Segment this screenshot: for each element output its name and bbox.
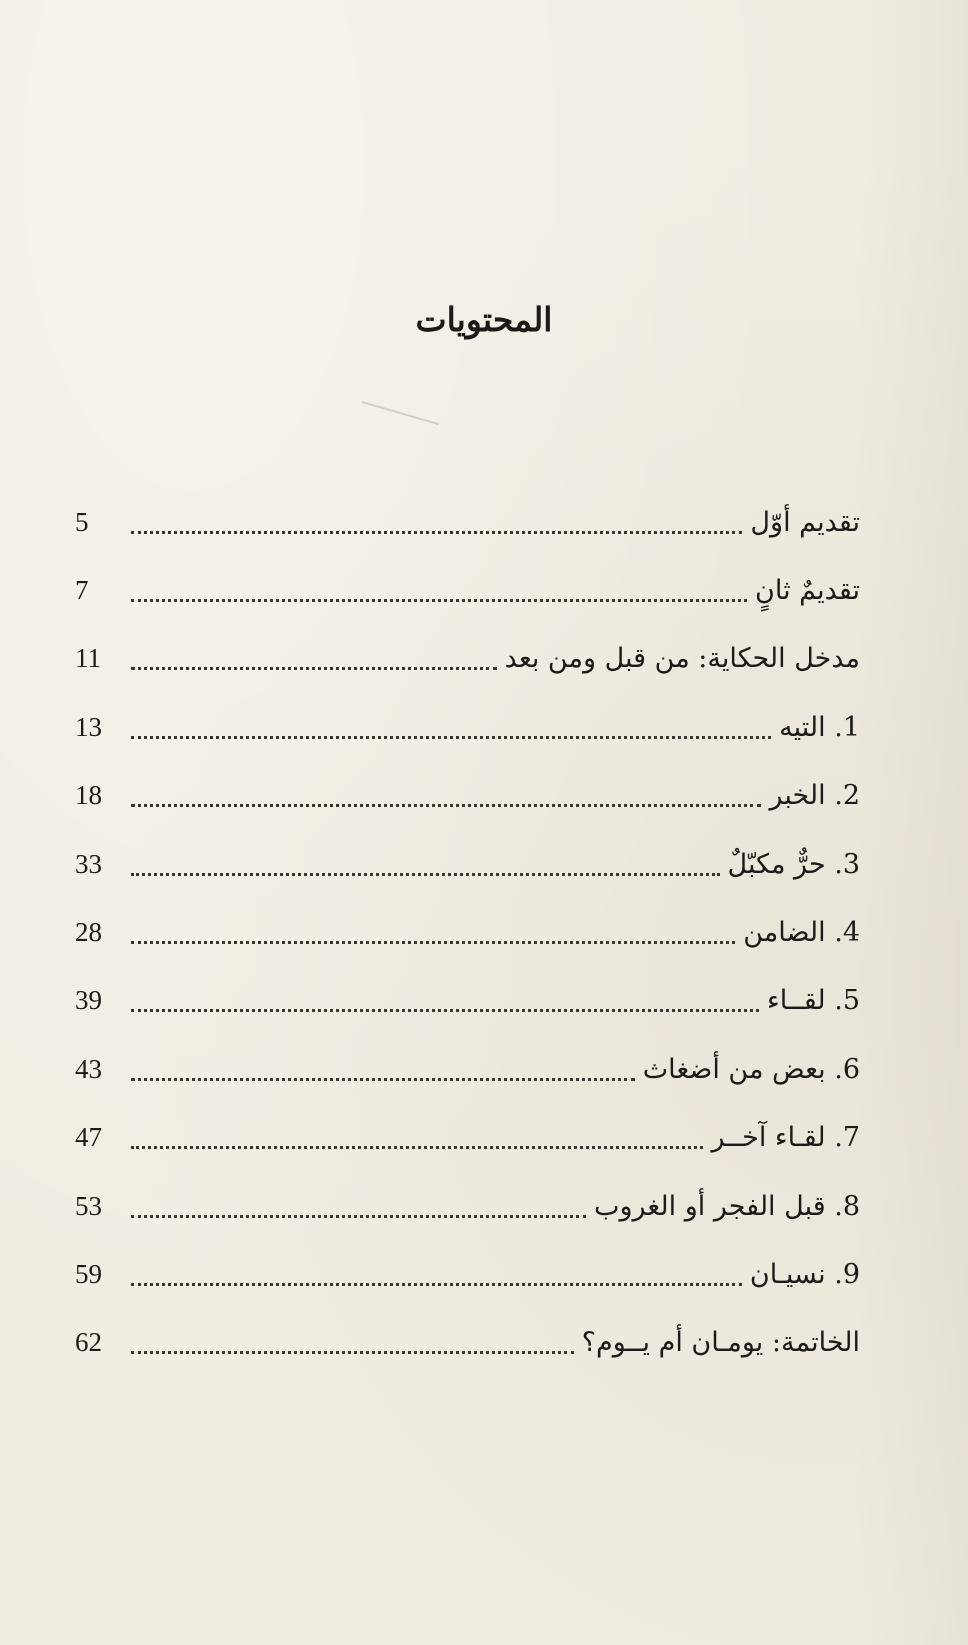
dot-leader bbox=[131, 873, 720, 876]
toc-entry bbox=[75, 830, 860, 898]
toc-entry-title: 5. لقــاء bbox=[767, 985, 860, 1017]
toc-entry-title: 9. نسيـان bbox=[749, 1258, 860, 1290]
toc-page-number: 11 bbox=[75, 643, 101, 674]
dot-leader bbox=[131, 1009, 759, 1012]
toc-entry-title: الخاتمة: يومـان أم يــوم؟ bbox=[581, 1327, 860, 1359]
toc-entry-title: 7. لقـاء آخــر bbox=[711, 1122, 860, 1154]
toc-page-number: 39 bbox=[75, 985, 102, 1016]
toc-entry-title: 8. قبل الفجر أو الغروب bbox=[594, 1190, 860, 1222]
toc-page-number: 33 bbox=[75, 848, 102, 879]
paper-smudge bbox=[361, 401, 438, 425]
toc-entry bbox=[75, 488, 860, 556]
table-of-contents bbox=[75, 488, 860, 1377]
toc-page-number: 62 bbox=[75, 1327, 102, 1358]
toc-page-number: 47 bbox=[75, 1122, 102, 1153]
toc-entry bbox=[75, 898, 860, 966]
toc-entry-title: 3. حرٌّ مكبّلٌ bbox=[727, 848, 860, 880]
dot-leader bbox=[131, 667, 497, 670]
page-title: المحتويات bbox=[415, 300, 553, 339]
toc-entry-title: تقديم أوّل bbox=[750, 506, 860, 538]
toc-entry-title: 1. التيه bbox=[779, 711, 860, 743]
dot-leader bbox=[131, 1351, 574, 1354]
toc-entry-title: مدخل الحكاية: من قبل ومن بعد bbox=[504, 643, 860, 675]
toc-entry bbox=[75, 693, 860, 761]
toc-entry-title: تقديمٌ ثانٍ bbox=[755, 575, 860, 607]
dot-leader bbox=[131, 531, 742, 534]
toc-entry bbox=[75, 1172, 860, 1240]
toc-entry bbox=[75, 1309, 860, 1377]
toc-page-number: 28 bbox=[75, 917, 102, 948]
toc-entry bbox=[75, 1240, 860, 1308]
dot-leader bbox=[131, 941, 735, 944]
dot-leader bbox=[131, 1215, 586, 1218]
toc-entry bbox=[75, 625, 860, 693]
dot-leader bbox=[131, 1078, 635, 1081]
dot-leader bbox=[131, 1146, 703, 1149]
toc-entry bbox=[75, 1035, 860, 1103]
toc-entry-title: 6. بعض من أضغاث bbox=[642, 1053, 860, 1085]
toc-entry bbox=[75, 556, 860, 624]
toc-page-number: 13 bbox=[75, 711, 102, 742]
toc-page-number: 18 bbox=[75, 780, 102, 811]
dot-leader bbox=[131, 599, 747, 602]
dot-leader bbox=[131, 1283, 742, 1286]
toc-page-number: 53 bbox=[75, 1190, 102, 1221]
toc-entry bbox=[75, 967, 860, 1035]
toc-entry bbox=[75, 762, 860, 830]
toc-page-number: 59 bbox=[75, 1258, 102, 1289]
toc-entry bbox=[75, 1104, 860, 1172]
toc-page-number: 7 bbox=[75, 575, 89, 606]
toc-page-number: 5 bbox=[75, 506, 89, 537]
toc-entry-title: 2. الخبر bbox=[769, 780, 860, 812]
toc-page-number: 43 bbox=[75, 1053, 102, 1084]
dot-leader bbox=[131, 804, 761, 807]
toc-entry-title: 4. الضامن bbox=[743, 917, 860, 949]
dot-leader bbox=[131, 736, 771, 739]
